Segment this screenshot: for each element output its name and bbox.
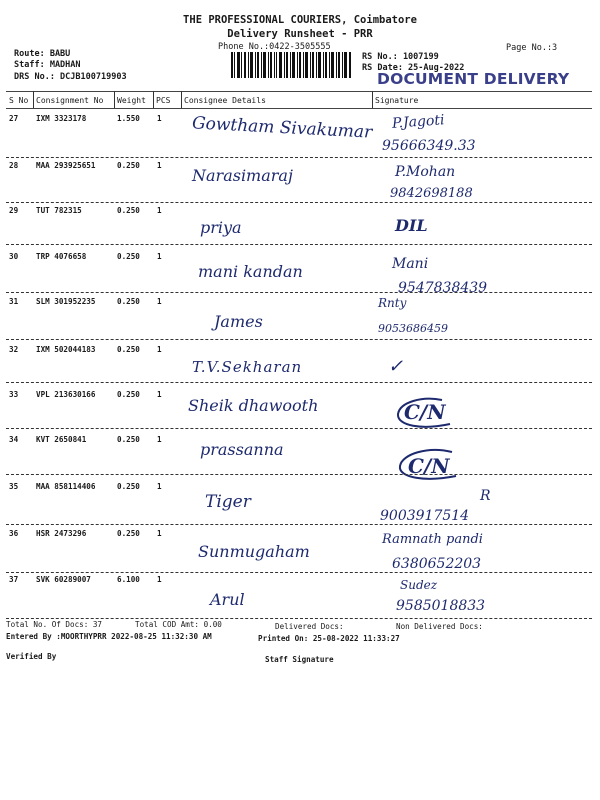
row-consignee-handwritten: Sunmugaham <box>198 542 310 561</box>
row-signature: Sudez <box>400 578 438 592</box>
row-consignee-handwritten: Narasimaraj <box>192 166 293 185</box>
row-weight: 0.250 <box>117 482 140 491</box>
row-signature-phone: 9585018833 <box>396 598 486 614</box>
row-separator <box>6 244 592 245</box>
row-consignment: VPL 213630166 <box>36 390 96 399</box>
header-bottom-border <box>6 108 592 109</box>
row-consignee-handwritten: T.V.Sekharan <box>192 358 303 376</box>
row-signature: Rnty <box>378 296 407 310</box>
signature-scribble <box>392 396 462 430</box>
row-sno: 33 <box>9 390 19 399</box>
row-consignment: SVK 60289007 <box>36 575 91 584</box>
row-signature: C/N <box>408 454 450 478</box>
row-pcs: 1 <box>157 390 162 399</box>
col-header-sno: S No <box>9 96 29 105</box>
row-sno: 30 <box>9 252 19 261</box>
column-divider <box>181 91 182 108</box>
row-signature: Mani <box>392 256 429 272</box>
row-pcs: 1 <box>157 161 162 170</box>
col-header-signature: Signature <box>375 96 419 105</box>
page-number: Page No.:3 <box>506 43 558 53</box>
row-consignee-handwritten: Arul <box>210 590 245 609</box>
row-signature: C/N <box>404 400 446 424</box>
row-sno: 29 <box>9 206 19 215</box>
delivered-docs: Delivered Docs: <box>275 622 344 631</box>
row-consignee-handwritten: Tiger <box>205 492 251 512</box>
row-pcs: 1 <box>157 435 162 444</box>
col-header-consignment: Consignment No <box>36 96 104 105</box>
row-weight: 0.250 <box>117 252 140 261</box>
row-separator <box>6 572 592 573</box>
row-weight: 0.250 <box>117 345 140 354</box>
row-signature: Ramnath pandi <box>382 532 483 547</box>
row-weight: 0.250 <box>117 435 140 444</box>
row-sno: 31 <box>9 297 19 306</box>
row-signature-phone: 6380652203 <box>392 556 482 572</box>
row-consignee-handwritten: Gowtham Sivakumar <box>191 113 373 143</box>
row-weight: 0.250 <box>117 529 140 538</box>
barcode-image <box>230 52 352 78</box>
rs-number: RS No.: 1007199 <box>362 52 439 62</box>
row-consignment: KVT 2650841 <box>36 435 87 444</box>
row-sno: 37 <box>9 575 19 584</box>
total-docs: Total No. Of Docs: 37 <box>6 620 103 629</box>
row-weight: 0.250 <box>117 206 140 215</box>
row-consignment: HSR 2473296 <box>36 529 87 538</box>
staff-signature: Staff Signature <box>265 655 334 664</box>
row-signature-phone: 95666349.33 <box>382 138 476 154</box>
row-consignment: IXM 502044183 <box>36 345 96 354</box>
row-sno: 28 <box>9 161 19 170</box>
signature-scribble <box>392 446 466 482</box>
row-sno: 32 <box>9 345 19 354</box>
row-consignment: SLM 301952235 <box>36 297 96 306</box>
row-signature-phone: 9842698188 <box>390 186 473 201</box>
row-sno: 36 <box>9 529 19 538</box>
row-signature-phone: 9547838439 <box>398 280 488 296</box>
row-separator <box>6 382 592 383</box>
row-weight: 0.250 <box>117 390 140 399</box>
phone-number: Phone No.:0422-3505555 <box>218 42 331 52</box>
row-signature: R <box>480 488 491 504</box>
rs-date: RS Date: 25-Aug-2022 <box>362 63 465 73</box>
row-separator <box>6 339 592 340</box>
row-separator <box>6 474 592 475</box>
row-sno: 34 <box>9 435 19 444</box>
row-weight: 0.250 <box>117 161 140 170</box>
row-signature: DIL <box>395 216 428 235</box>
row-separator <box>6 292 592 293</box>
non-delivered-docs: Non Delivered Docs: <box>396 622 483 631</box>
row-consignment: MAA 293925651 <box>36 161 96 170</box>
row-pcs: 1 <box>157 252 162 261</box>
row-signature: P.Mohan <box>395 164 456 180</box>
row-separator <box>6 524 592 525</box>
row-pcs: 1 <box>157 529 162 538</box>
row-consignment: MAA 858114406 <box>36 482 96 491</box>
row-pcs: 1 <box>157 114 162 123</box>
company-title: THE PROFESSIONAL COURIERS, Coimbatore <box>183 14 417 26</box>
column-divider <box>372 91 373 108</box>
row-consignee-handwritten: James <box>214 312 263 331</box>
row-signature: P.Jagoti <box>391 112 445 132</box>
row-consignment: TRP 4076658 <box>36 252 87 261</box>
column-divider <box>153 91 154 108</box>
row-consignee-handwritten: mani kandan <box>198 262 303 281</box>
row-signature: ✓ <box>388 356 404 377</box>
table-top-border <box>6 91 592 92</box>
row-separator <box>6 202 592 203</box>
row-separator <box>6 157 592 158</box>
row-consignee-handwritten: priya <box>200 218 242 237</box>
row-sno: 35 <box>9 482 19 491</box>
column-divider <box>33 91 34 108</box>
col-header-consignee: Consignee Details <box>184 96 266 105</box>
row-consignment: IXM 3323178 <box>36 114 87 123</box>
route-label: Route: BABU <box>14 49 71 59</box>
row-consignee-handwritten: prassanna <box>200 440 284 459</box>
row-separator <box>6 428 592 429</box>
row-consignment: TUT 782315 <box>36 206 82 215</box>
row-weight: 0.250 <box>117 297 140 306</box>
row-pcs: 1 <box>157 297 162 306</box>
verified-by: Verified By <box>6 652 57 661</box>
col-header-pcs: PCS <box>156 96 171 105</box>
sheet-title: Delivery Runsheet - PRR <box>227 28 373 40</box>
row-separator <box>6 618 592 619</box>
row-signature-phone: 9053686459 <box>378 322 448 335</box>
row-consignee-handwritten: Sheik dhawooth <box>188 396 319 415</box>
entered-by: Entered By :MOORTHYPRR 2022-08-25 11:32:30 AM <box>6 632 212 641</box>
row-pcs: 1 <box>157 206 162 215</box>
row-pcs: 1 <box>157 345 162 354</box>
col-header-weight: Weight <box>117 96 146 105</box>
row-signature-phone: 9003917514 <box>380 508 470 524</box>
row-pcs: 1 <box>157 482 162 491</box>
row-sno: 27 <box>9 114 19 123</box>
document-delivery-stamp: DOCUMENT DELIVERY <box>377 70 570 88</box>
row-pcs: 1 <box>157 575 162 584</box>
column-divider <box>114 91 115 108</box>
staff-label: Staff: MADHAN <box>14 60 81 70</box>
total-cod-amount: Total COD Amt: 0.00 <box>135 620 222 629</box>
row-weight: 1.550 <box>117 114 140 123</box>
printed-on: Printed On: 25-08-2022 11:33:27 <box>258 634 400 643</box>
drs-number: DRS No.: DCJB100719903 <box>14 72 127 82</box>
row-weight: 6.100 <box>117 575 140 584</box>
